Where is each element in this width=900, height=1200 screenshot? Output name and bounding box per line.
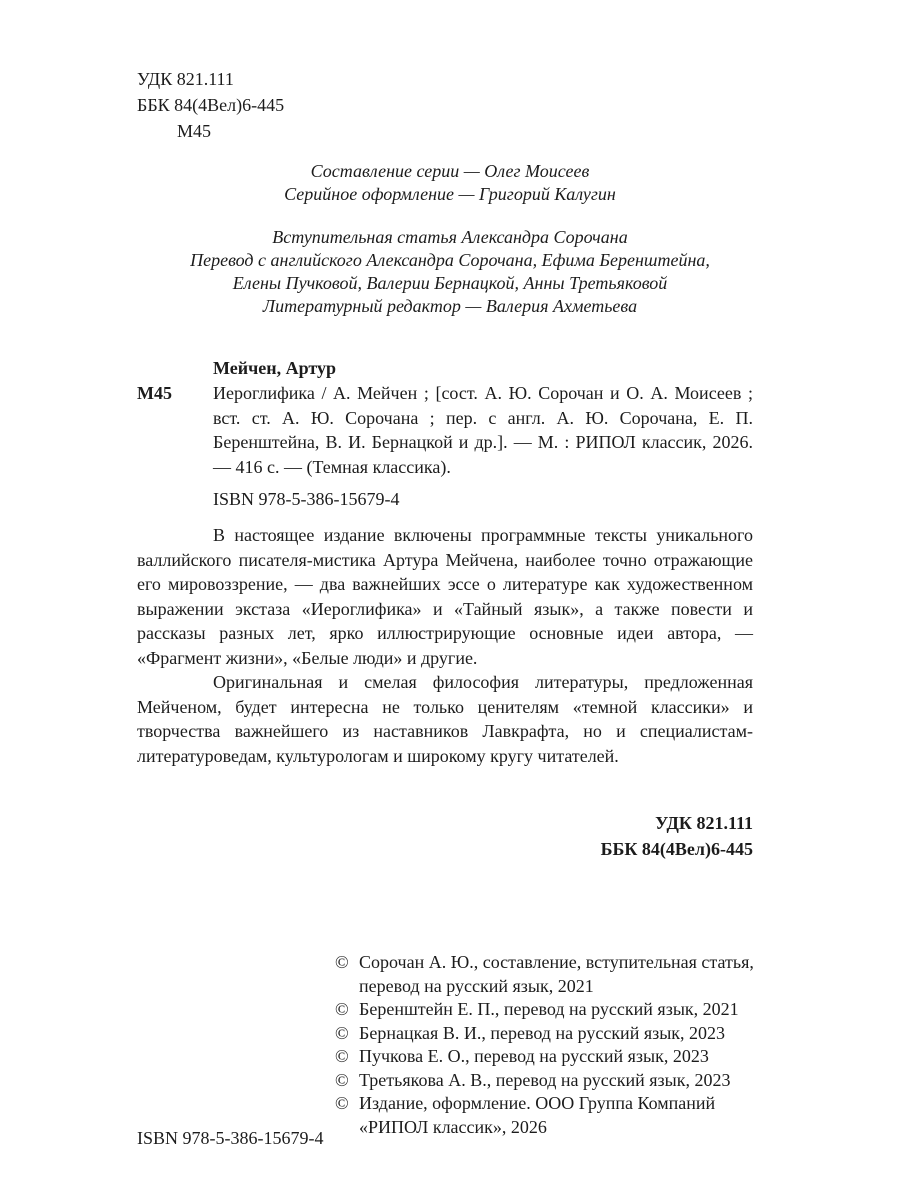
copyright-symbol: © — [335, 1093, 349, 1113]
copyright-symbol: © — [335, 952, 349, 972]
copyright-text: Третьякова А. В., перевод на русский язык, 2023 — [359, 1069, 731, 1090]
editor-credit: Литературный редактор — Валерия Ахметьева — [262, 296, 638, 316]
copyright-item — [335, 1092, 760, 1139]
classification-codes-bottom — [440, 810, 753, 862]
catalog-isbn: ISBN 978-5-386-15679-4 — [213, 489, 400, 509]
copyright-text: Издание, оформление. ООО Группа Компаний «РИПОЛ классик», 2026 — [359, 1093, 716, 1137]
copyright-symbol: © — [335, 999, 349, 1019]
copyright-text: Сорочан А. Ю., составление, вступительная статья, перевод на русский язык, 2021 — [359, 952, 754, 996]
copyright-item — [335, 998, 760, 1022]
copyright-item — [335, 1069, 760, 1093]
annotation — [137, 523, 753, 768]
catalog-code: М45 — [137, 383, 172, 403]
copyright-text: Бернацкая В. И., перевод на русский язык, 2023 — [359, 1022, 726, 1043]
series-credits — [0, 160, 900, 206]
udk-code-bottom: УДК 821.111 — [655, 813, 753, 833]
book-credits — [0, 226, 900, 318]
copyright-text: Пучкова Е. О., перевод на русский язык, 2023 — [359, 1046, 709, 1066]
annotation-paragraph-1: В настоящее издание включены программные тексты уникального валлийского писателя-мистика Артура Мейчена, наиболее точно отражающие его мировоззрение, — два важнейших эссе о литературе как художественном выражении экстаза «Иероглифика» и «Тайный язык», а также повести и рассказы разных лет, ярко иллюстрирующие основные идеи автора, — «Фрагмент жизни», «Белые люди» и другие. — [137, 525, 753, 668]
copyright-text: Беренштейн Е. П., перевод на русский язык, 2021 — [359, 999, 739, 1019]
translation-credit-line-1: Перевод с английского Александра Сорочана, Ефима Беренштейна, — [190, 250, 710, 270]
series-design: Серийное оформление — Григорий Калугин — [284, 184, 616, 204]
intro-article-credit: Вступительная статья Александра Сорочана — [272, 227, 628, 247]
copyright-item — [335, 1022, 760, 1046]
catalog-description: Иероглифика / А. Мейчен ; [сост. А. Ю. Сорочан и О. А. Моисеев ; вст. ст. А. Ю. Сорочана ; пер. с англ. А. Ю. Сорочана, Е. П. Беренштейна, В. И. Бернацкой и др.]. — М. : РИПОЛ классик, 2026. — 416 с. — (Темная классика). — [213, 383, 753, 477]
copyright-item — [335, 951, 760, 998]
copyright-list — [335, 951, 760, 1139]
catalog-author: Мейчен, Артур — [213, 358, 337, 378]
udk-code: УДК 821.111 — [137, 69, 234, 89]
bbk-code-bottom: ББК 84(4Вел)6-445 — [600, 839, 753, 859]
classification-codes-top — [137, 66, 284, 144]
bbk-code: ББК 84(4Вел)6-445 — [137, 95, 285, 115]
series-compiler: Составление серии — Олег Моисеев — [310, 161, 590, 181]
author-mark: М45 — [177, 121, 212, 141]
copyright-symbol: © — [335, 1046, 349, 1066]
annotation-paragraph-2: Оригинальная и смелая философия литературы, предложенная Мейченом, будет интересна не только ценителям «темной классики» и творчества важнейшего из наставников Лавкрафта, но и специалистам-литературоведам, культурологам и широкому кругу читателей. — [137, 672, 753, 766]
copyright-symbol: © — [335, 1022, 349, 1043]
copyright-item — [335, 1045, 760, 1069]
isbn-bottom: ISBN 978-5-386-15679-4 — [137, 1128, 324, 1148]
copyright-symbol: © — [335, 1069, 349, 1090]
translation-credit-line-2: Елены Пучковой, Валерии Бернацкой, Анны Третьяковой — [232, 273, 668, 293]
